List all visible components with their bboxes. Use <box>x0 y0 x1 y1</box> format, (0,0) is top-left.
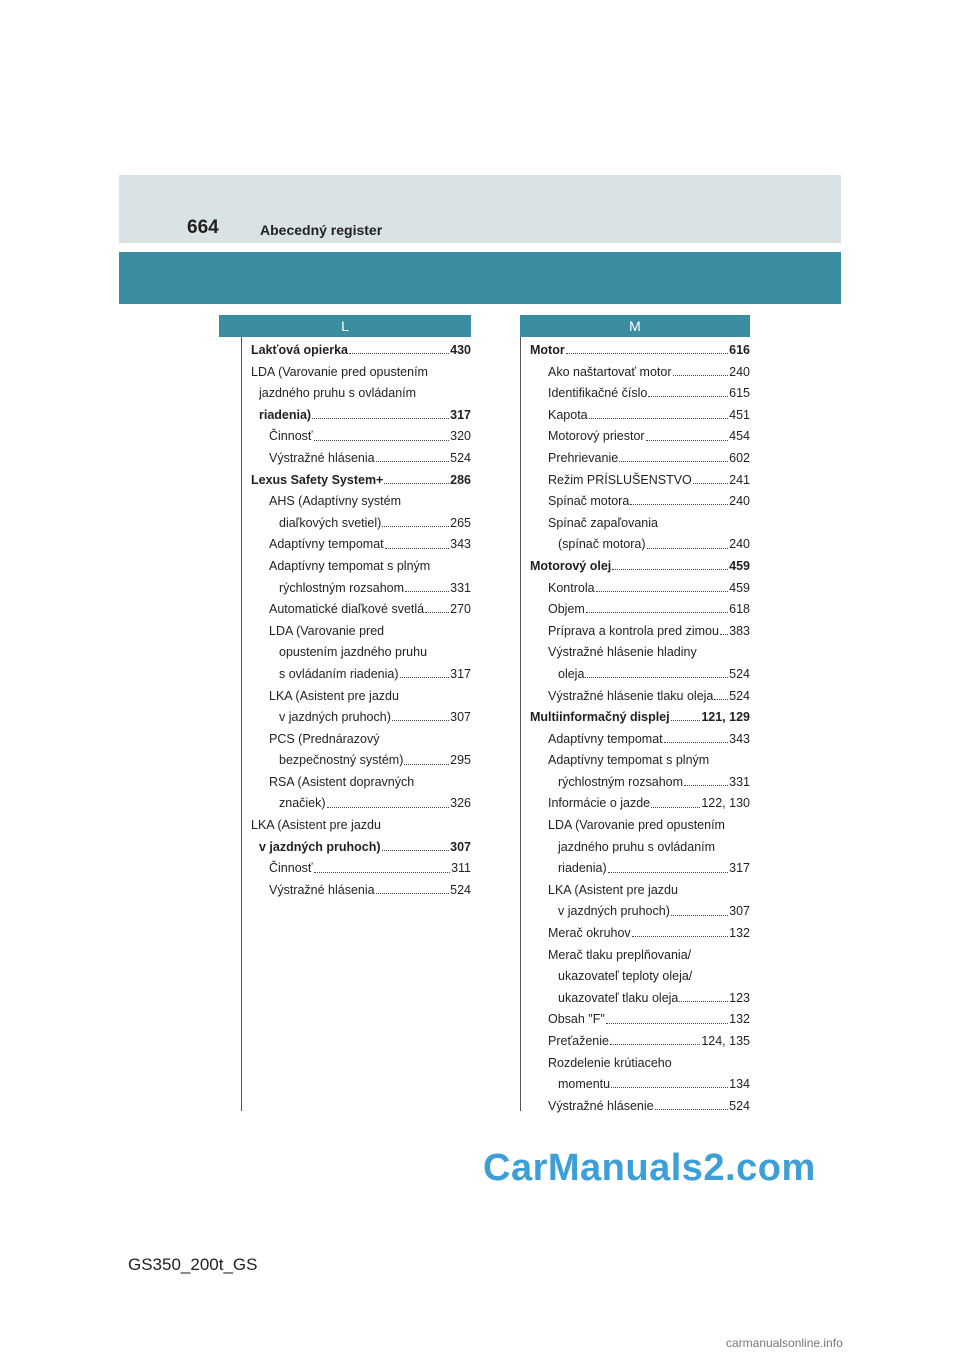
dot-leader <box>312 418 449 419</box>
entry-term: Obsah "F" <box>548 1012 605 1027</box>
entry-term: Výstražné hlásenia <box>269 450 375 465</box>
entry-page-link[interactable]: 240 <box>729 494 750 509</box>
entry-term: PCS (Prednárazový <box>269 731 380 746</box>
entry-term: Spínač motora <box>548 494 630 509</box>
entry-term: Prehrievanie <box>548 450 619 465</box>
dot-leader <box>596 591 729 592</box>
index-entry <box>241 578 471 600</box>
entry-term: rýchlostným rozsahom <box>279 580 405 595</box>
index-column-m <box>520 315 750 1117</box>
entry-term: Kapota <box>548 407 588 422</box>
index-column-l <box>241 315 471 901</box>
dot-leader <box>671 720 701 721</box>
entry-term: ukazovateľ tlaku oleja <box>558 990 679 1005</box>
entry-term: Automatické diaľkové svetlá <box>269 602 425 617</box>
entry-page-link[interactable]: 307 <box>450 710 471 725</box>
entry-term: Lakťová opierka <box>251 343 349 357</box>
dot-leader <box>610 1044 700 1045</box>
dot-leader <box>314 440 450 441</box>
index-entry <box>241 815 471 837</box>
entry-page-link[interactable]: 286 <box>450 472 471 487</box>
index-entry <box>520 837 750 859</box>
index-entry <box>520 621 750 643</box>
entry-term: jazdného pruhu s ovládaním <box>558 839 716 854</box>
dot-leader <box>679 1001 728 1002</box>
index-entry <box>520 578 750 600</box>
entry-term: Spínač zapaľovania <box>548 515 658 530</box>
entry-page-link[interactable]: 343 <box>729 731 750 746</box>
index-entry <box>520 707 750 729</box>
entry-term: Výstražné hlásenie hladiny <box>548 645 697 660</box>
dot-leader <box>606 1023 728 1024</box>
index-entry <box>241 664 471 686</box>
entry-term: AHS (Adaptívny systém <box>269 494 401 509</box>
entry-page-link[interactable]: 320 <box>450 429 471 444</box>
dot-leader <box>385 548 449 549</box>
entry-page-link[interactable]: 240 <box>729 364 750 379</box>
index-entry <box>241 837 471 859</box>
column-letter-m: M <box>520 315 750 337</box>
entry-term: Adaptívny tempomat <box>269 537 384 552</box>
dot-leader <box>671 915 728 916</box>
entry-page-link[interactable]: 307 <box>450 839 471 854</box>
entry-page-link[interactable]: 326 <box>450 796 471 811</box>
index-entry <box>520 470 750 492</box>
entry-page-link[interactable]: 616 <box>729 343 750 357</box>
index-entry <box>241 621 471 643</box>
index-entry <box>520 815 750 837</box>
index-entry <box>520 340 750 362</box>
index-entry <box>520 534 750 556</box>
entry-term: LDA (Varovanie pred <box>269 623 385 638</box>
dot-leader <box>714 699 728 700</box>
index-entry <box>520 901 750 923</box>
entry-term: Príprava a kontrola pred zimou <box>548 623 719 638</box>
entry-term: LKA (Asistent pre jazdu <box>548 882 678 897</box>
index-entry <box>241 556 471 578</box>
entry-term: Motor <box>530 343 565 357</box>
index-entry <box>241 858 471 880</box>
dot-leader <box>619 461 728 462</box>
entry-page-link[interactable]: 331 <box>729 774 750 789</box>
entry-term: v jazdných pruhoch) <box>279 710 391 725</box>
index-entry <box>241 729 471 751</box>
page-number: 664 <box>187 217 219 238</box>
index-entry <box>520 556 750 578</box>
entry-term: Režim PRÍSLUŠENSTVO <box>548 472 692 487</box>
entry-page-link[interactable]: 307 <box>729 904 750 919</box>
dot-leader <box>611 1087 728 1088</box>
entry-list-l <box>241 337 471 901</box>
entry-page-link[interactable]: 524 <box>729 1098 750 1113</box>
dot-leader <box>720 634 728 635</box>
dot-leader <box>647 548 729 549</box>
entry-term: Výstražné hlásenie tlaku oleja <box>548 688 714 703</box>
entry-term: bezpečnostný systém) <box>279 753 404 768</box>
entry-page-link[interactable]: 311 <box>451 861 471 876</box>
dot-leader <box>608 872 729 873</box>
index-entry <box>520 491 750 513</box>
dot-leader <box>648 396 728 397</box>
index-entry <box>241 534 471 556</box>
entry-page-link[interactable]: 317 <box>450 407 471 422</box>
teal-banner <box>119 252 841 304</box>
index-entry <box>520 362 750 384</box>
dot-leader <box>382 850 450 851</box>
entry-term: Výstražné hlásenia <box>269 882 375 897</box>
index-entry <box>520 750 750 772</box>
entry-term: LKA (Asistent pre jazdu <box>251 818 381 833</box>
index-entry <box>520 793 750 815</box>
dot-leader <box>314 872 450 873</box>
entry-list-m <box>520 337 750 1117</box>
index-entry <box>241 599 471 621</box>
index-entry <box>520 1096 750 1118</box>
entry-term: značiek) <box>279 796 326 811</box>
dot-leader <box>400 677 450 678</box>
index-entry <box>520 966 750 988</box>
index-entry <box>241 491 471 513</box>
dot-leader <box>585 677 728 678</box>
dot-leader <box>566 353 728 354</box>
entry-term: Činnosť <box>269 861 313 876</box>
entry-page-link[interactable]: 295 <box>450 753 471 768</box>
watermark-logo: CarManuals2.com <box>483 1147 816 1189</box>
index-entry <box>520 945 750 967</box>
index-entry <box>520 513 750 535</box>
index-entry <box>520 1074 750 1096</box>
entry-page-link[interactable]: 121, 129 <box>701 710 750 725</box>
entry-page-link[interactable]: 240 <box>729 537 750 552</box>
entry-term: Rozdelenie krútiaceho <box>548 1055 672 1070</box>
entry-term: Adaptívny tempomat s plným <box>548 753 710 768</box>
entry-term: Motorový olej <box>530 558 612 573</box>
index-entry <box>241 707 471 729</box>
entry-page-link[interactable]: 270 <box>450 602 471 617</box>
entry-term: LKA (Asistent pre jazdu <box>269 688 399 703</box>
entry-term: opustením jazdného pruhu <box>279 645 428 660</box>
dot-leader <box>651 807 700 808</box>
dot-leader <box>664 742 728 743</box>
dot-leader <box>632 936 728 937</box>
index-entry <box>520 642 750 664</box>
dot-leader <box>612 569 728 570</box>
entry-term: Lexus Safety System+ <box>251 472 384 487</box>
index-entry <box>520 448 750 470</box>
entry-term: momentu <box>558 1077 611 1092</box>
dot-leader <box>684 785 728 786</box>
index-entry <box>241 793 471 815</box>
index-entry <box>241 448 471 470</box>
entry-page-link[interactable]: 122, 130 <box>701 796 750 811</box>
entry-term: (spínač motora) <box>558 537 646 552</box>
entry-term: ukazovateľ teploty oleja/ <box>558 969 693 984</box>
entry-page-link[interactable]: 451 <box>729 407 750 422</box>
index-entry <box>520 405 750 427</box>
entry-term: Kontrola <box>548 580 595 595</box>
entry-term: Činnosť <box>269 429 313 444</box>
entry-page-link[interactable]: 454 <box>729 429 750 444</box>
entry-page-link[interactable]: 124, 135 <box>701 1034 750 1048</box>
index-entry <box>241 772 471 794</box>
dot-leader <box>693 483 728 484</box>
index-entry <box>520 1009 750 1031</box>
dot-leader <box>376 461 450 462</box>
dot-leader <box>376 893 450 894</box>
entry-term: Informácie o jazde <box>548 796 651 811</box>
section-title: Abecedný register <box>260 222 383 238</box>
entry-page-link[interactable]: 459 <box>729 580 750 595</box>
entry-page-link[interactable]: 430 <box>450 343 471 357</box>
index-entry <box>241 642 471 664</box>
dot-leader <box>327 807 450 808</box>
entry-term: Adaptívny tempomat <box>548 731 663 746</box>
entry-term: Ako naštartovať motor <box>548 364 672 379</box>
entry-term: LDA (Varovanie pred opustením <box>548 818 725 833</box>
index-entry <box>520 858 750 880</box>
dot-leader <box>392 720 449 721</box>
entry-page-link[interactable]: 241 <box>729 472 750 487</box>
entry-page-link[interactable]: 331 <box>450 580 471 595</box>
dot-leader <box>384 483 449 484</box>
entry-term: Multiinformačný displej <box>530 710 670 725</box>
dot-leader <box>655 1109 729 1110</box>
entry-term: oleja <box>558 666 585 681</box>
entry-page-link[interactable]: 524 <box>450 450 471 465</box>
index-entry <box>241 686 471 708</box>
entry-term: Adaptívny tempomat s plným <box>269 558 431 573</box>
index-entry <box>520 599 750 621</box>
index-entry <box>520 772 750 794</box>
index-entry <box>241 750 471 772</box>
entry-term: Merač tlaku preplňovania/ <box>548 947 692 962</box>
dot-leader <box>673 375 729 376</box>
entry-page-link[interactable]: 343 <box>450 537 471 552</box>
entry-page-link[interactable]: 524 <box>729 666 750 681</box>
index-entry <box>520 880 750 902</box>
entry-term: Výstražné hlásenie <box>548 1098 654 1113</box>
entry-page-link[interactable]: 317 <box>729 861 750 876</box>
dot-leader <box>630 504 728 505</box>
dot-leader <box>405 591 449 592</box>
watermark-bottom: carmanualsonline.info <box>726 1336 843 1350</box>
entry-term: Objem <box>548 602 585 617</box>
entry-term: Motorový priestor <box>548 429 645 444</box>
entry-term: diaľkových svetiel) <box>279 515 382 530</box>
index-entry <box>520 1031 750 1053</box>
entry-page-link[interactable]: 524 <box>450 882 471 897</box>
entry-page-link[interactable]: 618 <box>729 602 750 617</box>
index-entry <box>520 1053 750 1075</box>
column-letter-l: L <box>219 315 471 337</box>
entry-page-link[interactable]: 134 <box>729 1077 750 1092</box>
entry-term: Identifikačné číslo <box>548 386 648 401</box>
entry-page-link[interactable]: 123 <box>729 990 750 1005</box>
index-entry <box>241 426 471 448</box>
index-entry <box>520 988 750 1010</box>
index-entry <box>520 686 750 708</box>
index-entry <box>241 340 471 362</box>
entry-page-link[interactable]: 602 <box>729 450 750 465</box>
entry-term: s ovládaním riadenia) <box>279 666 399 681</box>
index-entry <box>241 362 471 384</box>
index-entry <box>241 513 471 535</box>
index-entry <box>241 470 471 492</box>
dot-leader <box>349 353 449 354</box>
index-entry <box>241 880 471 902</box>
entry-page-link[interactable]: 132 <box>729 1012 750 1027</box>
entry-page-link[interactable]: 265 <box>450 515 471 530</box>
dot-leader <box>589 418 729 419</box>
index-entry <box>520 729 750 751</box>
entry-page-link[interactable]: 317 <box>450 666 471 681</box>
entry-page-link[interactable]: 383 <box>729 623 750 638</box>
entry-term: v jazdných pruhoch) <box>259 839 381 854</box>
index-entry <box>520 426 750 448</box>
entry-term: jazdného pruhu s ovládaním <box>259 386 417 401</box>
entry-page-link[interactable]: 524 <box>729 688 750 703</box>
index-entry <box>241 383 471 405</box>
entry-term: v jazdných pruhoch) <box>558 904 670 919</box>
entry-page-link[interactable]: 459 <box>729 558 750 573</box>
entry-term: Merač okruhov <box>548 926 631 941</box>
index-entry <box>520 664 750 686</box>
index-entry <box>520 923 750 945</box>
entry-term: Preťaženie <box>548 1034 609 1048</box>
footer-model: GS350_200t_GS <box>128 1255 258 1274</box>
dot-leader <box>404 764 449 765</box>
index-entry <box>241 405 471 427</box>
header-band <box>119 175 841 243</box>
entry-term: RSA (Asistent dopravných <box>269 774 415 789</box>
entry-term: LDA (Varovanie pred opustením <box>251 364 428 379</box>
dot-leader <box>382 526 449 527</box>
dot-leader <box>586 612 728 613</box>
entry-page-link[interactable]: 615 <box>729 386 750 401</box>
entry-page-link[interactable]: 132 <box>729 926 750 941</box>
entry-term: riadenia) <box>259 407 312 422</box>
entry-term: rýchlostným rozsahom <box>558 774 684 789</box>
dot-leader <box>646 440 729 441</box>
dot-leader <box>425 612 449 613</box>
index-entry <box>520 383 750 405</box>
entry-term: riadenia) <box>558 861 607 876</box>
